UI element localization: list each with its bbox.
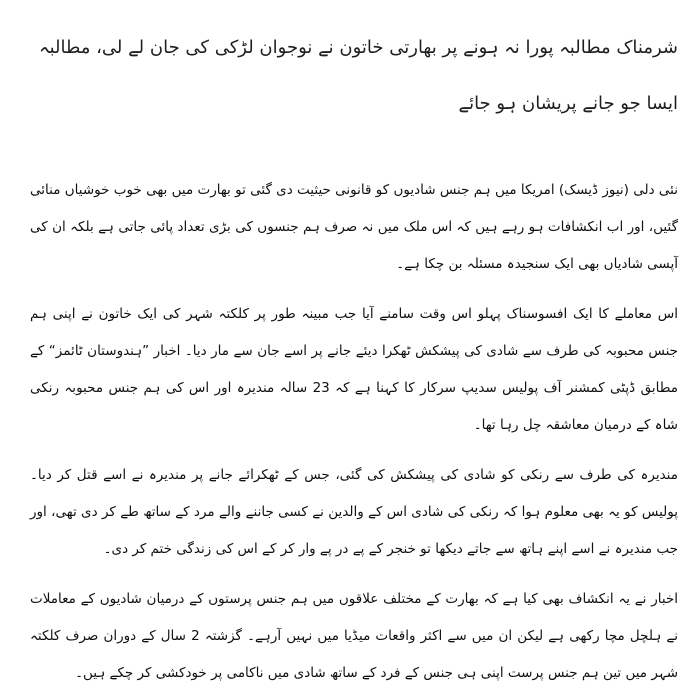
article-paragraph-4: اخبار نے یہ انکشاف بھی کیا ہے کہ بھارت کے مختلف علاقوں میں ہم جنس پرستوں کے درمیان شادیوں کے معاملات نے ہلچل مچا رکھی ہے لیکن ان میں سے اکثر واقعات میڈیا میں نہیں آرہے۔ گزشتہ 2 سال کے دوران صرف کلکتہ شہر میں تین ہم جنس پرست اپنی ہی جنس کے فرد کے ساتھ شادی میں ناکامی پر خودکشی کر چکے ہیں۔ xyxy=(30,591,679,681)
article-paragraph-2: اس معاملے کا ایک افسوسناک پہلو اس وقت سامنے آیا جب مبینہ طور پر کلکتہ شہر کی ایک خاتون نے اپنی ہم جنس محبوبہ کی طرف سے شادی کی پیشکش ٹھکرا دیئے جانے پر اسے جان سے مار دیا۔ اخبار ”ہندوستان ٹائمز“ کے مطابق ڈپٹی کمشنر آف پولیس سدیپ سرکار کا کہنا ہے کہ 23 سالہ مندیرہ اور اس کی ہم جنس محبوبہ رنکی شاہ کے درمیان معاشقہ چل رہا تھا۔ xyxy=(30,306,678,433)
article-paragraph-1: نئی دلی (نیوز ڈیسک) امریکا میں ہم جنس شادیوں کو قانونی حیثیت دی گئی تو بھارت میں بھی خوب خوشیاں منائی گئیں، اور اب انکشافات ہو رہے ہیں کہ اس ملک میں نہ صرف ہم جنسوں کی بڑی تعداد پائی جاتی ہے بلکہ ان کی آپسی شادیاں بھی ایک سنجیدہ مسئلہ بن چکا ہے۔ xyxy=(30,182,678,272)
article-headline: شرمناک مطالبہ پورا نہ ہونے پر بھارتی خاتون نے نوجوان لڑکی کی جان لے لی، مطالبہ ایسا جو جانے پریشان ہو جائے xyxy=(39,37,678,114)
news-article xyxy=(30,20,678,692)
article-paragraph-3: مندیرہ کی طرف سے رنکی کو شادی کی پیشکش کی گئی، جس کے ٹھکرائے جانے پر مندیرہ نے اسے قتل کر دیا۔ پولیس کو یہ بھی معلوم ہوا کہ رنکی کی شادی اس کے والدین نے کسی جاننے والے مرد کے ساتھ طے کر دی تھی، اور جب مندیرہ نے اسے اپنے ہاتھ سے جاتے دیکھا تو خنجر کے پے در پے وار کر کے اس کی زندگی ختم کر دی۔ xyxy=(30,467,678,557)
